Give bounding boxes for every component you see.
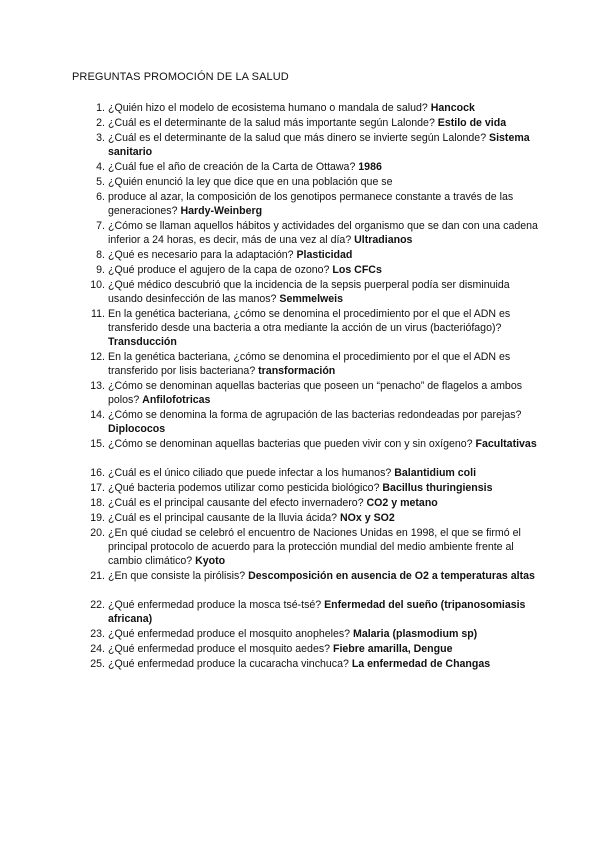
question-text: ¿Cuál es el principal causante de la lluvia ácida? — [108, 512, 341, 524]
answer-text: Hancock — [430, 102, 475, 114]
question-item — [90, 408, 538, 436]
question-item — [90, 379, 538, 407]
question-text: En la genética bacteriana, ¿cómo se denomina el procedimiento por el que el ADN es transferido desde una bacteria a otra mediante la acción de un virus (bacteriófago)? — [108, 308, 511, 335]
question-number: 15. — [90, 438, 105, 450]
question-item — [96, 131, 538, 159]
question-text: ¿Cuál es el determinante de la salud más importante según Lalonde? — [108, 117, 438, 129]
question-item — [96, 219, 538, 247]
answer-text: transformación — [258, 365, 336, 378]
question-number: 11. — [91, 308, 105, 320]
answer-text: Kyoto — [195, 555, 226, 568]
question-text: ¿Cuál es el determinante de la salud que más dinero se invierte según Lalonde? — [108, 132, 490, 144]
question-number: 3. — [96, 132, 105, 144]
question-number: 7. — [96, 220, 105, 232]
answer-text: Sistema sanitario — [108, 132, 530, 159]
question-number: 14. — [90, 409, 105, 421]
question-text: ¿Qué es necesario para la adaptación? — [108, 249, 297, 261]
answer-text: Malaria (plasmodium sp) — [353, 628, 478, 640]
question-item — [96, 101, 538, 115]
question-item — [90, 657, 538, 671]
question-number: 22. — [90, 599, 105, 611]
question-item — [90, 466, 538, 480]
answer-text: Anfilofotricas — [142, 394, 211, 407]
answer-text: Semmelweis — [279, 293, 343, 306]
question-item — [90, 598, 538, 626]
answer-text: Balantidium coli — [394, 467, 477, 479]
question-number: 18. — [90, 497, 105, 509]
question-text: ¿Cuál es el principal causante del efecto invernadero? — [108, 497, 367, 509]
question-number: 9. — [96, 264, 105, 276]
answer-text: Descomposición en ausencia de O2 a temperaturas altas — [248, 570, 535, 582]
question-number: 2. — [96, 117, 105, 129]
answer-text: Plasticidad — [296, 249, 353, 261]
question-text: ¿Qué enfermedad produce el mosquito aedes? — [108, 643, 333, 655]
question-item — [96, 248, 538, 262]
question-text: ¿Cómo se llaman aquellos hábitos y actividades del organismo que se dan con una cadena inferior a 24 horas, es decir, más de una vez al día? — [108, 220, 538, 247]
question-text: ¿Qué enfermedad produce el mosquito anopheles? — [108, 628, 353, 640]
question-number: 20. — [90, 527, 105, 539]
question-number: 12. — [90, 351, 105, 363]
answer-text: Diplococos — [108, 423, 166, 436]
question-text: ¿En qué ciudad se celebró el encuentro de Naciones Unidas en 1998, el que se firmó el principal protocolo de acuerdo para la protección mundial del medio ambiente frente al cambio climático? — [108, 527, 521, 568]
question-item — [91, 307, 538, 350]
answer-text: Bacillus thuringiensis — [382, 482, 493, 494]
question-item — [96, 263, 538, 277]
answer-text: Fiebre amarilla, Dengue — [332, 643, 453, 655]
question-item — [90, 437, 538, 451]
question-item — [90, 642, 538, 656]
answer-text: 1986 — [358, 161, 382, 173]
question-text: produce al azar, la composición de los genotipos permanece constante a través de las generaciones? — [108, 191, 514, 218]
question-number: 13. — [90, 380, 105, 392]
page-title: PREGUNTAS PROMOCIÓN DE LA SALUD — [72, 71, 289, 83]
question-number: 25. — [90, 658, 105, 670]
question-number: 8. — [96, 249, 105, 261]
question-number: 4. — [96, 161, 105, 173]
question-item — [90, 511, 538, 525]
question-text: ¿Qué enfermedad produce la cucaracha vinchuca? — [108, 658, 352, 670]
question-number: 19. — [90, 512, 105, 524]
question-text: ¿Quién enunció la ley que dice que en una población que se — [108, 176, 393, 188]
question-number: 24. — [90, 643, 105, 655]
question-text: En la genética bacteriana, ¿cómo se denomina el procedimiento por el que el ADN es transferido por lisis bacteriana? — [108, 351, 511, 378]
question-item — [90, 627, 538, 641]
question-number: 5. — [96, 176, 105, 188]
answer-text: Estilo de vida — [437, 117, 507, 129]
question-item — [90, 481, 538, 495]
question-number: 17. — [90, 482, 105, 494]
question-item — [96, 175, 538, 189]
answer-text: CO2 y metano — [366, 497, 438, 509]
answer-text: Hardy-Weinberg — [180, 205, 263, 218]
question-number: 16. — [90, 467, 105, 479]
question-number: 1. — [96, 102, 105, 114]
question-text: ¿Cómo se denomina la forma de agrupación de las bacterias redondeadas por parejas? — [108, 409, 522, 421]
question-number: 10. — [90, 279, 105, 291]
question-text: ¿Qué enfermedad produce la mosca tsé-tsé? — [108, 599, 325, 611]
question-number: 6. — [96, 191, 105, 203]
question-item — [90, 278, 538, 306]
question-item — [96, 116, 538, 130]
answer-text: Enfermedad del sueño (tripanosomiasis africana) — [108, 599, 526, 626]
question-item — [90, 350, 538, 378]
answer-text: Facultativas — [475, 438, 537, 450]
question-item — [96, 190, 538, 218]
question-number: 21. — [90, 570, 105, 582]
question-item — [90, 496, 538, 510]
answer-text: NOx y SO2 — [340, 512, 395, 524]
question-text: ¿Qué bacteria podemos utilizar como pesticida biológico? — [108, 482, 383, 494]
question-text: ¿En que consiste la pirólisis? — [108, 570, 249, 582]
question-item — [90, 526, 538, 569]
answer-text: Los CFCs — [332, 264, 382, 276]
question-item — [90, 569, 538, 583]
question-text: ¿Qué produce el agujero de la capa de ozono? — [108, 264, 333, 276]
question-text: ¿Qué médico descubrió que la incidencia de la sepsis puerperal podía ser disminuida usando desinfección de las manos? — [108, 279, 510, 306]
answer-text: Ultradianos — [354, 234, 413, 247]
question-text: ¿Cuál es el único ciliado que puede infectar a los humanos? — [108, 467, 395, 479]
question-text: ¿Cuál fue el año de creación de la Carta de Ottawa? — [108, 161, 359, 173]
question-item — [96, 160, 538, 174]
answer-text: La enfermedad de Changas — [351, 658, 491, 670]
question-text: ¿Cómo se denominan aquellas bacterias que pueden vivir con y sin oxígeno? — [108, 438, 476, 450]
answer-text: Transducción — [108, 336, 177, 349]
question-number: 23. — [90, 628, 105, 640]
question-text: ¿Cómo se denominan aquellas bacterias que poseen un “penacho” de flagelos a ambos polos? — [108, 380, 523, 407]
question-text: ¿Quién hizo el modelo de ecosistema humano o mandala de salud? — [108, 102, 431, 114]
